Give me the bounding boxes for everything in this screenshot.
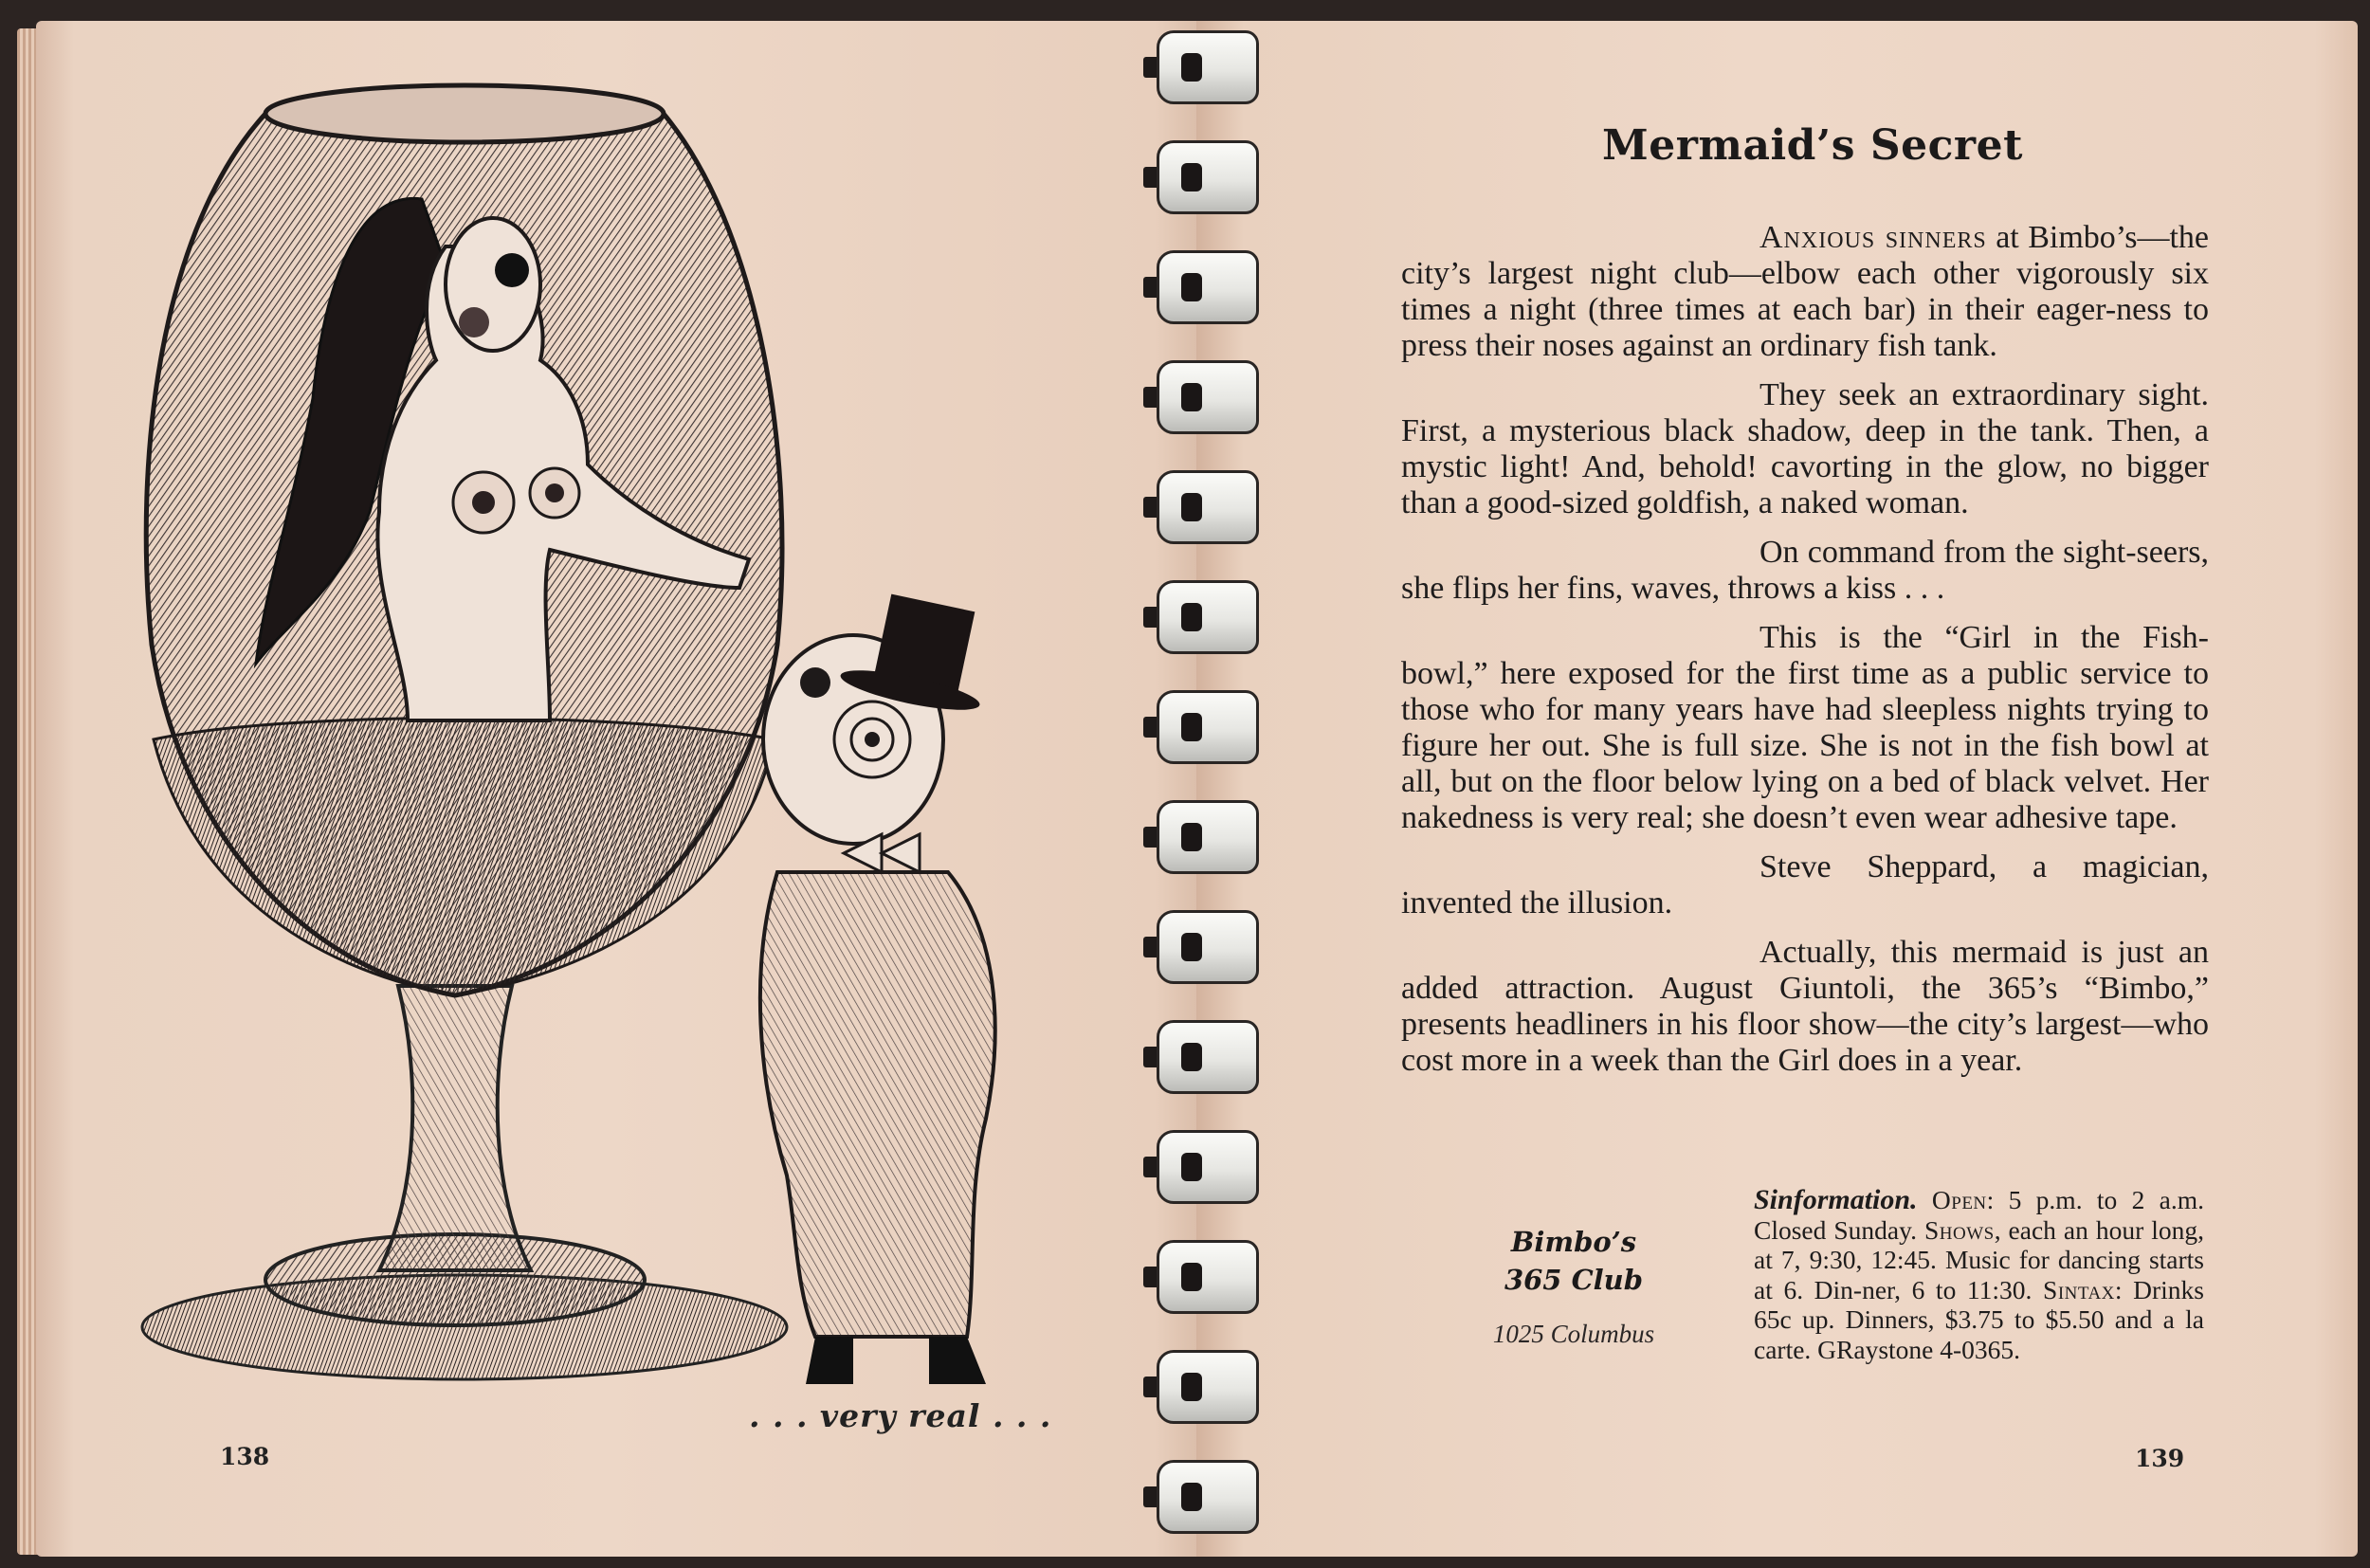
paragraph-1 [1401, 220, 2209, 364]
spiral-binding-coil [1143, 1460, 1257, 1534]
sinformation-lead: Sinformation. [1754, 1184, 1918, 1215]
paragraph-2 [1401, 377, 2209, 521]
club-name-line1: Bimbo’s [1510, 1226, 1637, 1258]
illustration-caption: . . . very real . . . [749, 1397, 1052, 1434]
sintax-label: Sintax [2043, 1274, 2115, 1304]
club-address: 1025 Columbus [1492, 1320, 1655, 1348]
sinformation-block [1754, 1185, 2204, 1364]
spiral-binding-coil [1143, 910, 1257, 984]
sintax-text: : Drinks 65c up. Dinners, $3.75 to $5.50 and a la carte. GRaystone 4-0365. [1754, 1274, 2205, 1364]
paragraph-text: On command from the sight-seers, she flips her fins, waves, throws a kiss . . . [1401, 535, 2209, 606]
club-name-line2: 365 Club [1504, 1264, 1644, 1296]
open-text: : 5 p.m. to 2 a.m. Closed Sunday. [1754, 1185, 2204, 1245]
page-number-right: 139 [2135, 1445, 2185, 1472]
paragraph-text: at Bimbo’s—the city’s largest night club—elbow each other vigorously six times a night (three times at each bar) in their eager-ness to press their noses against an ordinary fish tank. [1401, 220, 2209, 363]
spiral-binding-coil [1143, 580, 1257, 654]
shows-label: Shows [1923, 1214, 1995, 1245]
shows-text: , each an hour long, at 7, 9:30, 12:45. Music for dancing starts at 6. Din-ner, 6 to 11:30. [1754, 1214, 2205, 1304]
paragraph-lead: Anxious sinners [1759, 220, 1987, 255]
paragraph-4 [1401, 620, 2209, 836]
spiral-binding-coil [1143, 140, 1257, 214]
spiral-binding-coil [1143, 800, 1257, 874]
spiral-binding-coil [1143, 690, 1257, 764]
article-body [1401, 220, 2209, 1092]
spiral-binding-coil [1143, 470, 1257, 544]
paragraph-text: This is the “Girl in the Fish-bowl,” here exposed for the first time as a public service to those who for many years have had sleepless nights trying to figure her out. She is full size. She is not in the fish bowl at all, but on the floor below lying on a bed of black velvet. Her nakedness is very real; she doesn’t even wear adhesive tape. [1401, 620, 2209, 835]
mermaid-in-brandy-snifter-illustration [95, 57, 1157, 1403]
page-title: Mermaid’s Secret [1602, 121, 2023, 170]
spiral-binding-coil [1143, 1350, 1257, 1424]
paragraph-text: Steve Sheppard, a magician, invented the illusion. [1401, 849, 2209, 921]
page-number-left: 138 [220, 1443, 270, 1470]
open-label: Open [1931, 1185, 1987, 1214]
paragraph-text: They seek an extraordinary sight. First, a mysterious black shadow, deep in the tank. Then, a mystic light! And, behold! cavorting in the glow, no bigger than a good-sized goldfish, a naked woman. [1401, 377, 2209, 520]
paragraph-5 [1401, 849, 2209, 921]
spiral-binding-coil [1143, 250, 1257, 324]
club-info [1460, 1223, 1687, 1349]
paragraph-6 [1401, 935, 2209, 1079]
paragraph-text: Actually, this mermaid is just an added attraction. August Giuntoli, the 365’s “Bimbo,” presents headliners in his floor show—the city’s largest—who cost more in a week than the Girl does in a year. [1401, 935, 2209, 1078]
spiral-binding-coil [1143, 1130, 1257, 1204]
spiral-binding-coil [1143, 360, 1257, 434]
spiral-binding-coil [1143, 1020, 1257, 1094]
spiral-binding-coil [1143, 30, 1257, 104]
spiral-binding-coil [1143, 1240, 1257, 1314]
paragraph-3 [1401, 535, 2209, 607]
